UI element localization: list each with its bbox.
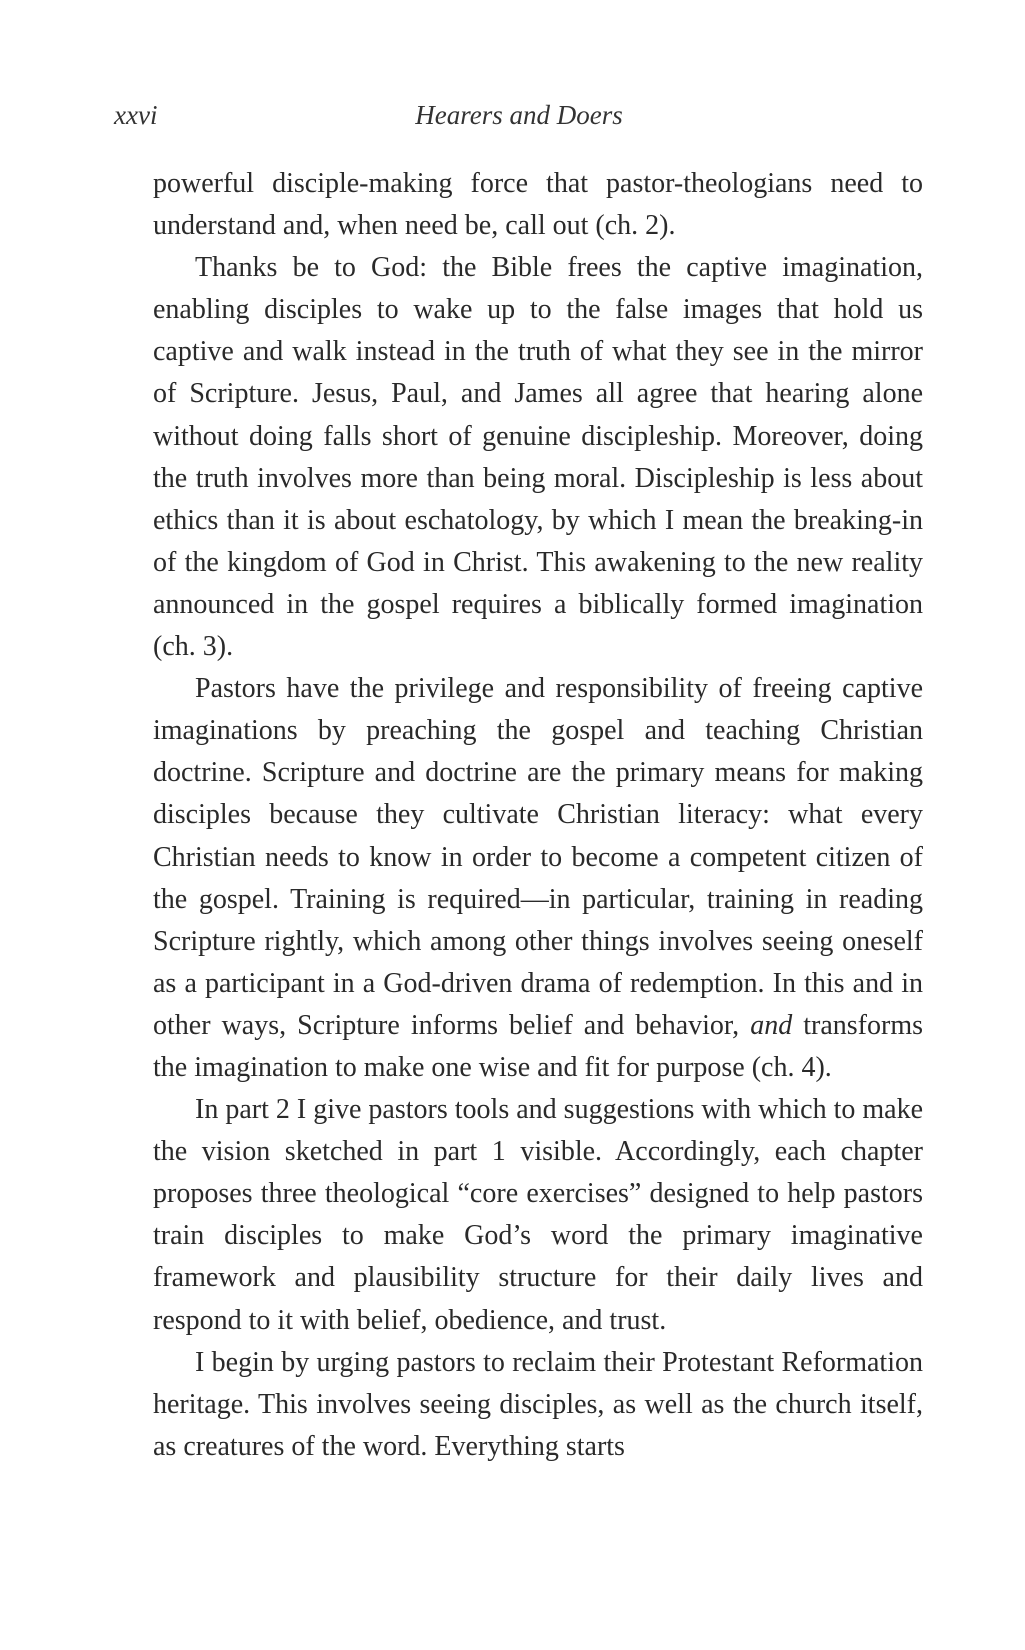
running-head bbox=[114, 100, 914, 140]
paragraph-text: transforms the imagination to make one wise and fit for purpose (ch. 4). bbox=[153, 1009, 923, 1083]
paragraph: I begin by urging pastors to reclaim their Protestant Reformation heritage. This involves seeing disciples, as well as the church itself, as creatures of the word. Everything starts bbox=[153, 1346, 923, 1462]
paragraph-text: Pastors have the privilege and responsibility of freeing captive imaginations by preaching the gospel and teaching Christian doctrine. Scripture and doctrine are the primary means for making disciples because they cultivate Christian literacy: what every Christian needs to know in order to become a competent citizen of the gospel. Training is required—in particular, training in reading Scripture rightly, which among other things involves seeing oneself as a participant in a God-driven drama of redemption. In this and in other ways, Scripture informs belief and behavior, bbox=[153, 673, 923, 1041]
book-title: Hearers and Doers bbox=[415, 100, 623, 130]
emphasis-text: and bbox=[750, 1009, 793, 1041]
paragraph: In part 2 I give pastors tools and suggestions with which to make the vision sketched in part 1 visible. Accordingly, each chapter proposes three theological “core exercises” designed to help pastors train disciples to make God’s word the primary imaginative framework and plausibility structure for their daily lives and respond to it with belief, obedience, and trust. bbox=[153, 1094, 923, 1336]
paragraph: Thanks be to God: the Bible frees the captive imagination, enabling disciples to wake up to the false images that hold us captive and walk instead in the truth of what they see in the mirror of Scripture. Jesus, Paul, and James all agree that hearing alone without doing falls short of genuine discipleship. Moreover, doing the truth involves more than being moral. Discipleship is less about ethics than it is about eschatology, by which I mean the breaking-in of the kingdom of God in Christ. This awakening to the new reality announced in the gospel requires a biblically formed imagination (ch. 3). bbox=[153, 252, 923, 663]
paragraph-continued: powerful disciple-making force that pastor-theologians need to understand and, when need be, call out (ch. 2). bbox=[153, 168, 923, 242]
page-number: xxvi bbox=[114, 100, 158, 130]
paragraph bbox=[153, 668, 923, 1089]
body-text bbox=[153, 163, 923, 1468]
